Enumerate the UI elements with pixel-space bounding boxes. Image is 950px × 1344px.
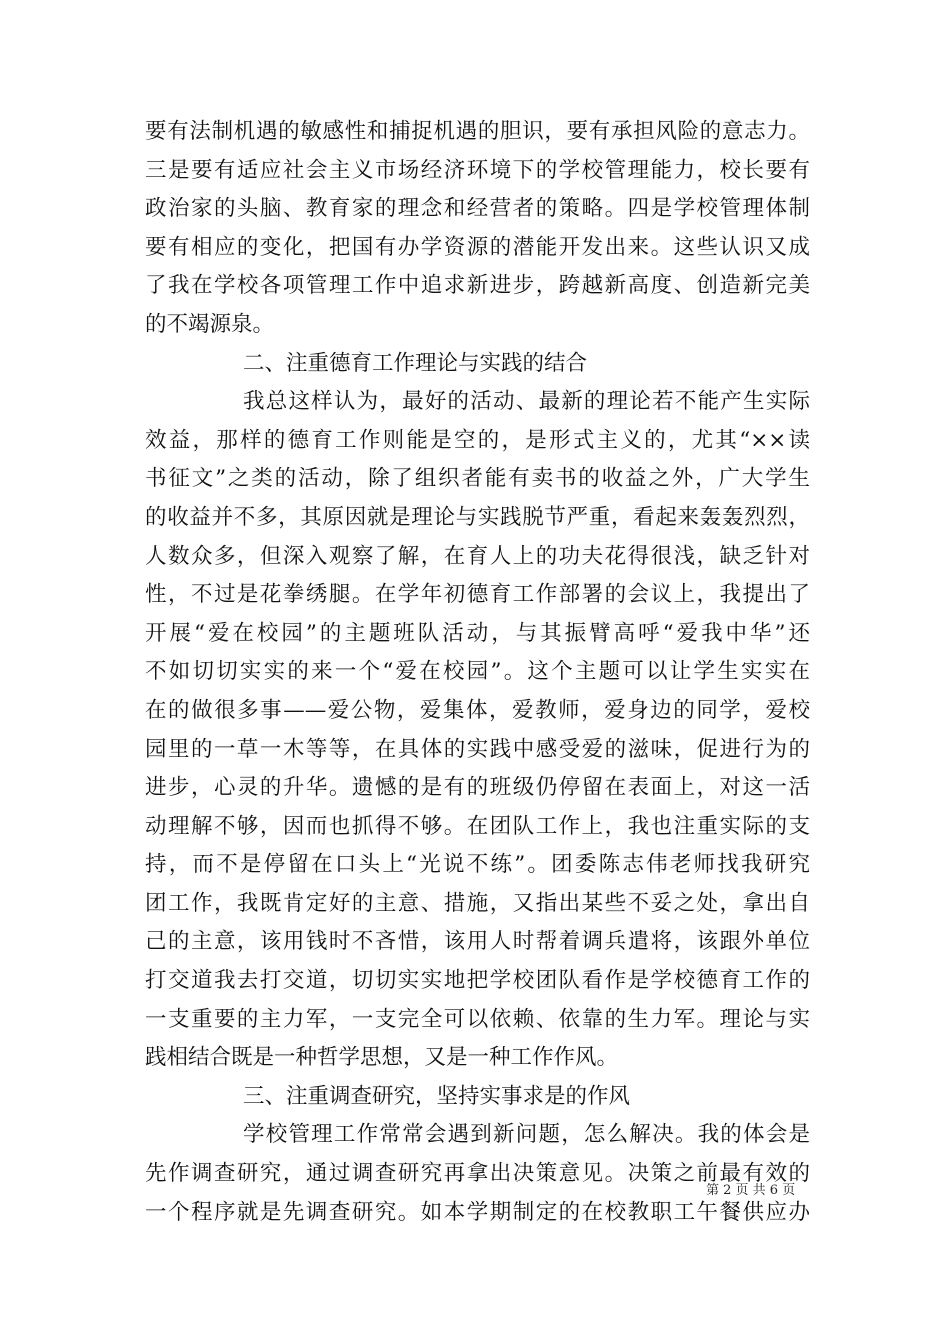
text-line: 要有法制机遇的敏感性和捕捉机遇的胆识，要有承担风险的意志力。 xyxy=(145,119,810,144)
text-line: 三是要有适应社会主义市场经济环境下的学校管理能力，校长要有 xyxy=(145,157,810,183)
text-line: 不如切切实实的来一个“爱在校园”。这个主题可以让学生实实在 xyxy=(145,659,810,685)
text-line: 我总这样认为，最好的活动、最新的理论若不能产生实际 xyxy=(243,389,810,415)
text-line: 的收益并不多，其原因就是理论与实践脱节严重，看起来轰轰烈烈， xyxy=(145,504,810,530)
text-line: 进步，心灵的升华。遗憾的是有的班级仍停留在表面上，对这一活 xyxy=(145,775,810,801)
text-line: 打交道我去打交道，切切实实地把学校团队看作是学校德育工作的 xyxy=(145,968,810,994)
text-line: 了我在学校各项管理工作中追求新进步，跨越新高度、创造新完美 xyxy=(145,273,810,299)
text-line: 效益，那样的德育工作则能是空的，是形式主义的，尤其“××读 xyxy=(145,427,810,453)
text-line: 一个程序就是先调查研究。如本学期制定的在校教职工午餐供应办 xyxy=(145,1199,810,1225)
section-heading: 二、注重德育工作理论与实践的结合 xyxy=(243,350,588,376)
section-heading: 三、注重调查研究，坚持实事求是的作风 xyxy=(243,1083,631,1109)
text-line: 性，不过是花拳绣腿。在学年初德育工作部署的会议上，我提出了 xyxy=(145,582,810,608)
text-line: 在的做很多事——爱公物，爱集体，爱教师，爱身边的同学，爱校 xyxy=(145,697,810,723)
text-line: 持，而不是停留在口头上“光说不练”。团委陈志伟老师找我研究 xyxy=(145,852,810,878)
text-line: 开展“爱在校园”的主题班队活动，与其振臂高呼“爱我中华”还 xyxy=(145,620,810,646)
text-line: 园里的一草一木等等，在具体的实践中感受爱的滋味，促进行为的 xyxy=(145,736,810,762)
text-line: 践相结合既是一种哲学思想，又是一种工作作风。 xyxy=(145,1045,619,1071)
text-line: 己的主意，该用钱时不吝惜，该用人时帮着调兵遣将，该跟外单位 xyxy=(145,929,810,955)
text-line: 团工作，我既肯定好的主意、措施，又指出某些不妥之处，拿出自 xyxy=(145,890,810,916)
text-line: 先作调查研究，通过调查研究再拿出决策意见。决策之前最有效的 xyxy=(145,1161,810,1187)
text-line: 动理解不够，因而也抓得不够。在团队工作上，我也注重实际的支 xyxy=(145,813,810,839)
text-line: 书征文”之类的活动，除了组织者能有卖书的收益之外，广大学生 xyxy=(145,466,810,492)
document-body xyxy=(145,113,810,1232)
text-line: 一支重要的主力军，一支完全可以依赖、依靠的生力军。理论与实 xyxy=(145,1006,810,1032)
page-number-footer: 第 2 页 共 6 页 xyxy=(706,1183,796,1198)
text-line: 要有相应的变化，把国有办学资源的潜能开发出来。这些认识又成 xyxy=(145,234,810,260)
text-line: 学校管理工作常常会遇到新问题，怎么解决。我的体会是 xyxy=(243,1122,810,1148)
text-line: 政治家的头脑、教育家的理念和经营者的策略。四是学校管理体制 xyxy=(145,196,810,222)
text-line: 人数众多，但深入观察了解，在育人上的功夫花得很浅，缺乏针对 xyxy=(145,543,810,569)
text-line: 的不竭源泉。 xyxy=(145,311,275,337)
